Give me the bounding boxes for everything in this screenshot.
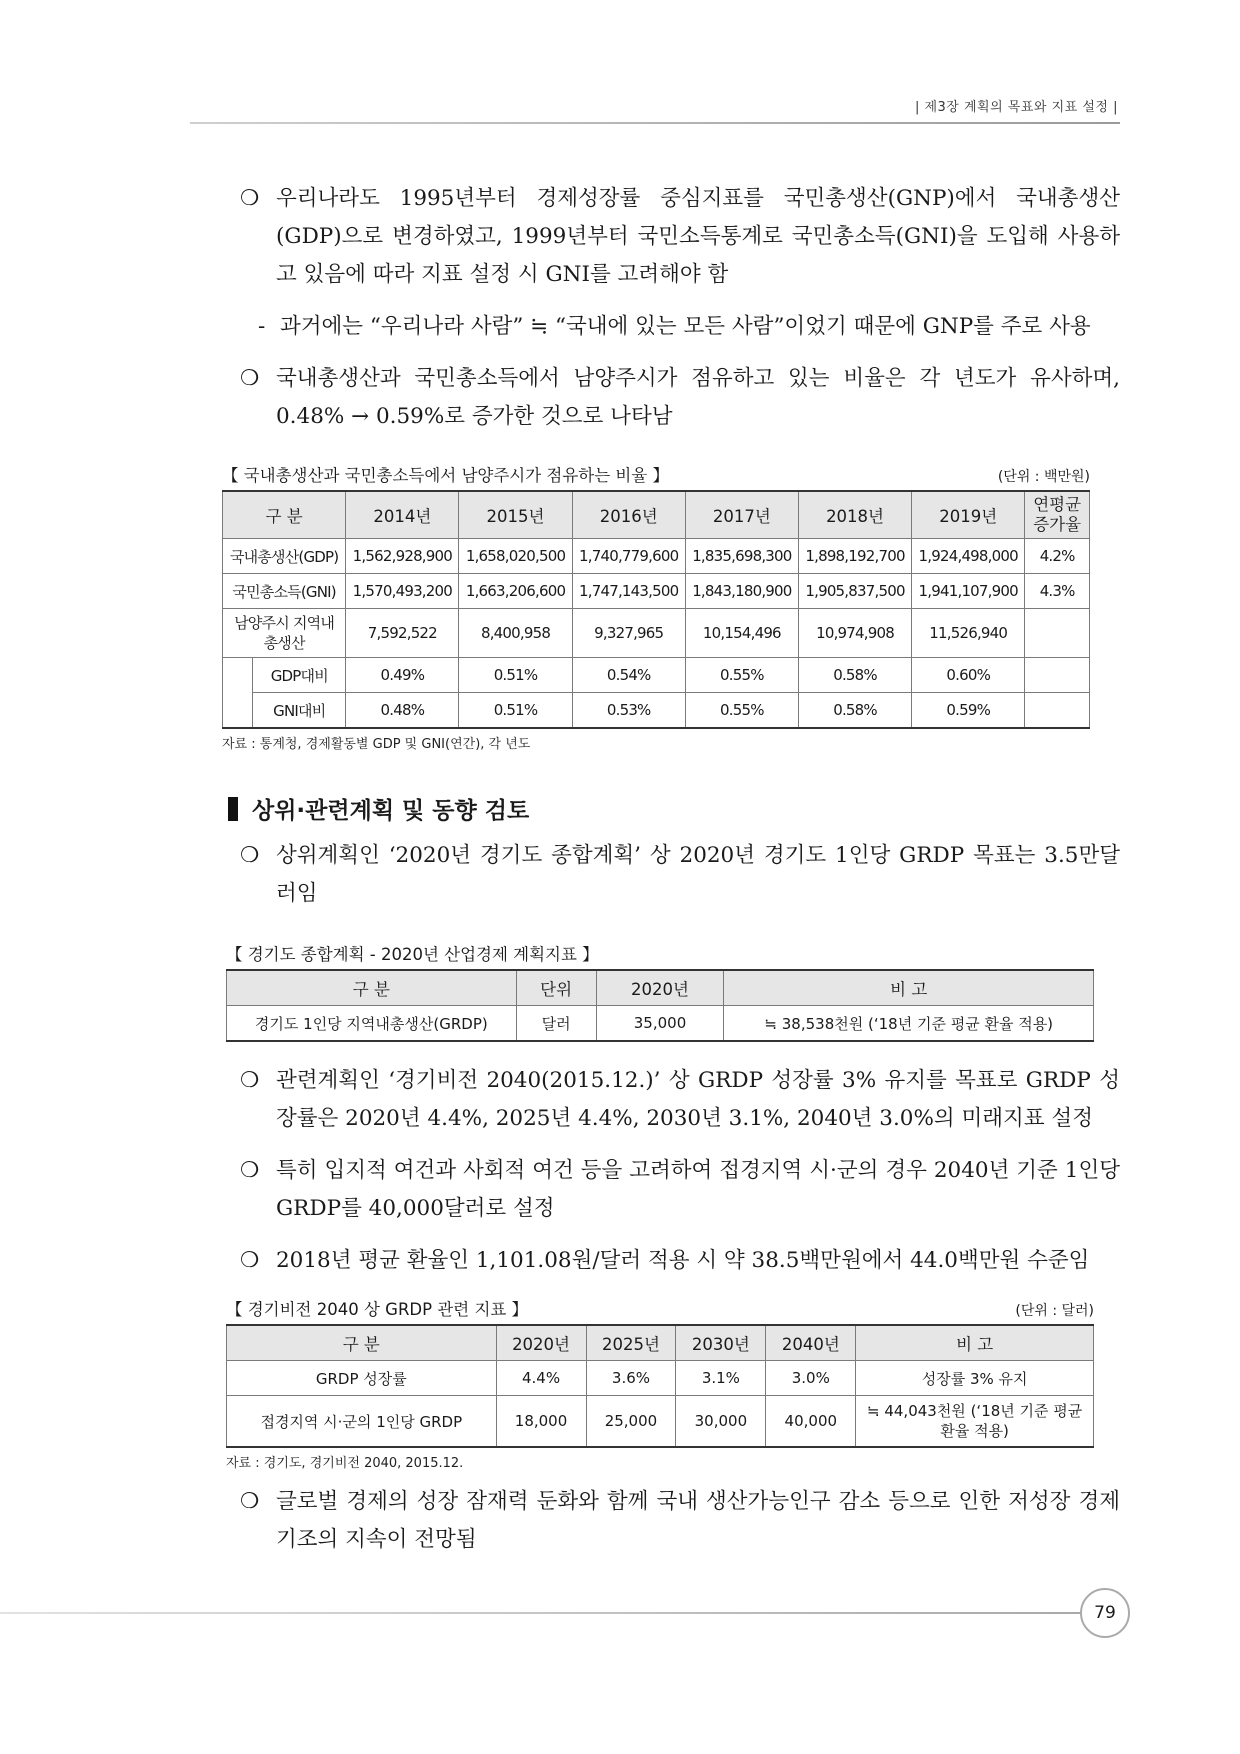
table-row bbox=[223, 658, 1090, 693]
table-cell: 0.54% bbox=[572, 658, 685, 693]
table-cell: 0.48% bbox=[346, 693, 459, 729]
table-cell: 1,747,143,500 bbox=[572, 574, 685, 609]
paragraph-text: 우리나라도 1995년부터 경제성장률 중심지표를 국민총생산(GNP)에서 국내총생산(GDP)으로 변경하였고, 1999년부터 국민소득통계로 국민총소득(GNI)을 도입해 사용하고 있음에 따라 지표 설정 시 GNI를 고려해야 함 bbox=[276, 186, 1120, 287]
footer-divider bbox=[0, 1612, 1100, 1614]
row-label: 남양주시 지역내총생산 bbox=[223, 609, 346, 658]
section-title: 상위·관련계획 및 동향 검토 bbox=[252, 798, 530, 824]
header-cell: 2019년 bbox=[912, 491, 1025, 539]
table-cell: 성장률 3% 유지 bbox=[856, 1361, 1094, 1396]
table2-block bbox=[226, 941, 1120, 1042]
header-cell: 2020년 bbox=[596, 970, 724, 1006]
chapter-header: | 제3장 계획의 목표와 지표 설정 | bbox=[914, 100, 1118, 115]
circle-bullet-icon: ❍ bbox=[240, 366, 260, 391]
table-cell: ≒ 38,538천원 (‘18년 기준 평균 환율 적용) bbox=[724, 1006, 1094, 1042]
header-cell: 2014년 bbox=[346, 491, 459, 539]
circle-bullet-icon: ❍ bbox=[240, 1248, 260, 1273]
paragraph-text: 관련계획인 ‘경기비전 2040(2015.12.)’ 상 GRDP 성장률 3% 유지를 목표로 GRDP 성장률은 2020년 4.4%, 2025년 4.4%, 2030년 3.1%, 2040년 3.0%의 미래지표 설정 bbox=[276, 1068, 1120, 1131]
table-cell: 11,526,940 bbox=[912, 609, 1025, 658]
table3-caption-row bbox=[226, 1296, 1094, 1320]
table-cell: 0.59% bbox=[912, 693, 1025, 729]
table-header-row bbox=[227, 970, 1094, 1006]
table-row bbox=[223, 539, 1090, 574]
table-cell: 1,941,107,900 bbox=[912, 574, 1025, 609]
table1-caption-row bbox=[222, 462, 1090, 486]
circle-bullet-icon: ❍ bbox=[240, 843, 260, 868]
table-cell: 7,592,522 bbox=[346, 609, 459, 658]
table3-block bbox=[226, 1296, 1120, 1471]
paragraph-gnp-gdp bbox=[240, 180, 1120, 294]
header-cell: 2017년 bbox=[685, 491, 798, 539]
header-cell: 2020년 bbox=[496, 1325, 586, 1361]
row-label: 국민총소득(GNI) bbox=[223, 574, 346, 609]
table-cell bbox=[1025, 658, 1090, 693]
table-row bbox=[223, 609, 1090, 658]
paragraph-border-region bbox=[240, 1152, 1120, 1228]
table-cell bbox=[1025, 693, 1090, 729]
header-cell: 2016년 bbox=[572, 491, 685, 539]
header-cell: 구 분 bbox=[227, 970, 517, 1006]
table3-unit: (단위 : 달러) bbox=[1015, 1303, 1094, 1319]
page-content bbox=[222, 180, 1120, 1573]
header-cell: 2040년 bbox=[766, 1325, 856, 1361]
table-gdp-gni-share bbox=[222, 490, 1090, 729]
table-cell: 8,400,958 bbox=[459, 609, 572, 658]
indent-cell bbox=[223, 658, 253, 729]
paragraph-share-ratio bbox=[240, 360, 1120, 436]
table-header-row bbox=[227, 1325, 1094, 1361]
row-label: 접경지역 시·군의 1인당 GRDP bbox=[227, 1396, 497, 1448]
paragraph-text: 2018년 평균 환율인 1,101.08원/달러 적용 시 약 38.5백만원에서 44.0백만원 수준임 bbox=[276, 1248, 1090, 1273]
section-bar-icon bbox=[228, 797, 238, 821]
dash-bullet-icon: - bbox=[258, 314, 266, 339]
table-cell: 1,835,698,300 bbox=[685, 539, 798, 574]
table-cell: 3.1% bbox=[676, 1361, 766, 1396]
header-cell: 비 고 bbox=[724, 970, 1094, 1006]
paragraph-low-growth bbox=[240, 1483, 1120, 1559]
table3-caption: 【 경기비전 2040 상 GRDP 관련 지표 】 bbox=[226, 1300, 529, 1319]
table-cell: 0.51% bbox=[459, 693, 572, 729]
paragraph-text: 국내총생산과 국민총소득에서 남양주시가 점유하고 있는 비율은 각 년도가 유사하며, 0.48% → 0.59%로 증가한 것으로 나타남 bbox=[276, 366, 1120, 429]
table-header-row bbox=[223, 491, 1090, 539]
table-cell: 1,843,180,900 bbox=[685, 574, 798, 609]
row-label: 경기도 1인당 지역내총생산(GRDP) bbox=[227, 1006, 517, 1042]
table1-source: 자료 : 통계청, 경제활동별 GDP 및 GNI(연간), 각 년도 bbox=[222, 737, 531, 752]
section-heading bbox=[228, 792, 1120, 825]
header-cell: 구 분 bbox=[227, 1325, 497, 1361]
table-cell: 4.2% bbox=[1025, 539, 1090, 574]
paragraph-text: 특히 입지적 여건과 사회적 여건 등을 고려하여 접경지역 시·군의 경우 2040년 기준 1인당 GRDP를 40,000달러로 설정 bbox=[276, 1158, 1120, 1221]
table-cell: 0.58% bbox=[798, 658, 911, 693]
table-cell: 1,898,192,700 bbox=[798, 539, 911, 574]
table-cell: 9,327,965 bbox=[572, 609, 685, 658]
table-cell: 4.4% bbox=[496, 1361, 586, 1396]
table-cell: 0.60% bbox=[912, 658, 1025, 693]
row-label: 국내총생산(GDP) bbox=[223, 539, 346, 574]
table-cell bbox=[1025, 609, 1090, 658]
table-row bbox=[227, 1006, 1094, 1042]
table-cell: 0.49% bbox=[346, 658, 459, 693]
header-divider bbox=[190, 122, 1120, 124]
header-cell: 2018년 bbox=[798, 491, 911, 539]
header-cell: 연평균 증가율 bbox=[1025, 491, 1090, 539]
table-cell: 35,000 bbox=[596, 1006, 724, 1042]
table-row bbox=[227, 1361, 1094, 1396]
table-cell: ≒ 44,043천원 (‘18년 기준 평균 환율 적용) bbox=[856, 1396, 1094, 1448]
table-cell: 4.3% bbox=[1025, 574, 1090, 609]
table-row bbox=[227, 1396, 1094, 1448]
table-row bbox=[223, 574, 1090, 609]
table-cell: 1,562,928,900 bbox=[346, 539, 459, 574]
table-vision-grdp bbox=[226, 1324, 1094, 1448]
table-cell: 0.58% bbox=[798, 693, 911, 729]
dash-text: 과거에는 “우리나라 사람” ≒ “국내에 있는 모든 사람”이었기 때문에 GNP를 주로 사용 bbox=[280, 314, 1091, 339]
table-cell: 1,740,779,600 bbox=[572, 539, 685, 574]
header-cell: 2025년 bbox=[586, 1325, 676, 1361]
table-cell: 0.55% bbox=[685, 693, 798, 729]
table-cell: 25,000 bbox=[586, 1396, 676, 1448]
table-cell: 1,905,837,500 bbox=[798, 574, 911, 609]
table-cell: 3.0% bbox=[766, 1361, 856, 1396]
row-label: GRDP 성장률 bbox=[227, 1361, 497, 1396]
table2-caption: 【 경기도 종합계획 - 2020년 산업경제 계획지표 】 bbox=[226, 945, 599, 964]
table-row bbox=[223, 693, 1090, 729]
row-label: GDP대비 bbox=[253, 658, 346, 693]
paragraph-text: 글로벌 경제의 성장 잠재력 둔화와 함께 국내 생산가능인구 감소 등으로 인한 저성장 경제기조의 지속이 전망됨 bbox=[276, 1489, 1120, 1552]
table-cell: 0.51% bbox=[459, 658, 572, 693]
table-cell: 3.6% bbox=[586, 1361, 676, 1396]
table1-unit: (단위 : 백만원) bbox=[997, 469, 1090, 485]
header-cell: 구 분 bbox=[223, 491, 346, 539]
table-cell: 1,924,498,000 bbox=[912, 539, 1025, 574]
table1-block bbox=[222, 462, 1120, 752]
paragraph-vision-2040 bbox=[240, 1062, 1120, 1138]
header-cell: 비 고 bbox=[856, 1325, 1094, 1361]
table-cell: 30,000 bbox=[676, 1396, 766, 1448]
paragraph-grdp-target bbox=[240, 837, 1120, 913]
dash-item-gnp-usage bbox=[258, 308, 1120, 346]
circle-bullet-icon: ❍ bbox=[240, 1489, 260, 1514]
circle-bullet-icon: ❍ bbox=[240, 1068, 260, 1093]
table-cell: 1,570,493,200 bbox=[346, 574, 459, 609]
header-cell: 단위 bbox=[516, 970, 596, 1006]
paragraph-text: 상위계획인 ‘2020년 경기도 종합계획’ 상 2020년 경기도 1인당 GRDP 목표는 3.5만달러임 bbox=[276, 843, 1120, 906]
table1-caption: 【 국내총생산과 국민총소득에서 남양주시가 점유하는 비율 】 bbox=[222, 466, 670, 485]
page-number: 79 bbox=[1080, 1588, 1130, 1638]
table-cell: 달러 bbox=[516, 1006, 596, 1042]
header-cell: 2015년 bbox=[459, 491, 572, 539]
table3-source: 자료 : 경기도, 경기비전 2040, 2015.12. bbox=[226, 1456, 464, 1471]
table-cell: 0.55% bbox=[685, 658, 798, 693]
circle-bullet-icon: ❍ bbox=[240, 1158, 260, 1183]
table2-caption-row bbox=[226, 941, 1094, 965]
table-cell: 18,000 bbox=[496, 1396, 586, 1448]
table-cell: 10,974,908 bbox=[798, 609, 911, 658]
table-cell: 1,658,020,500 bbox=[459, 539, 572, 574]
header-cell: 2030년 bbox=[676, 1325, 766, 1361]
row-label: GNI대비 bbox=[253, 693, 346, 729]
circle-bullet-icon: ❍ bbox=[240, 186, 260, 211]
table-cell: 40,000 bbox=[766, 1396, 856, 1448]
table-cell: 10,154,496 bbox=[685, 609, 798, 658]
table-cell: 0.53% bbox=[572, 693, 685, 729]
table-cell: 1,663,206,600 bbox=[459, 574, 572, 609]
table-gyeonggi-plan bbox=[226, 969, 1094, 1042]
paragraph-exchange-rate bbox=[240, 1242, 1120, 1280]
